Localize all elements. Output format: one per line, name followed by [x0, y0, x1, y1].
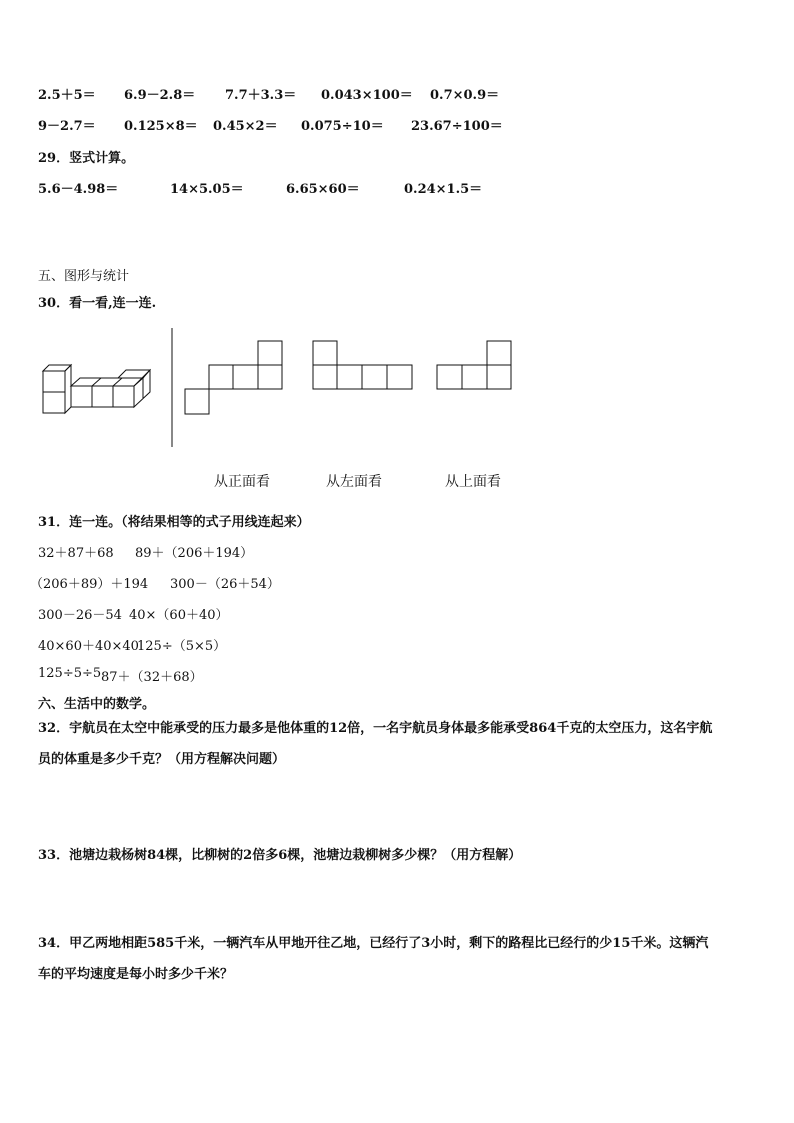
q31-title: 31．连一连。（将结果相等的式子用线连起来）: [38, 515, 310, 530]
front-view-figure: [185, 341, 282, 414]
q33-text: 33．池塘边栽杨树84棵，比柳树的2倍多6棵，池塘边栽柳树多少棵？（用方程解）: [38, 848, 522, 863]
expr: 6.9－2.8＝: [124, 88, 196, 103]
top-view-figure: [437, 341, 511, 389]
left-expr: 32＋87＋68: [38, 546, 114, 561]
right-expr: 300－（26＋54）: [170, 577, 280, 592]
label-left-view: 从左面看: [326, 474, 382, 490]
expr: 0.075÷10＝: [301, 119, 384, 134]
expr: 0.043×100＝: [321, 88, 413, 103]
right-expr: 87＋（32＋68）: [101, 670, 203, 685]
q32-line-1: 32．宇航员在太空中能承受的压力最多是他体重的12倍，一名宇航员身体最多能承受864千克的太空压力，这名宇航: [38, 721, 713, 736]
label-front-view: 从正面看: [214, 474, 270, 490]
left-expr: 125÷5÷5: [38, 666, 102, 681]
expr: 14×5.05＝: [170, 182, 244, 197]
expr: 7.7＋3.3＝: [225, 88, 297, 103]
expr: 2.5＋5＝: [38, 88, 96, 103]
expr: 6.65×60＝: [286, 182, 360, 197]
left-view-figure: [313, 341, 412, 389]
expr: 9－2.7＝: [38, 119, 96, 134]
q30-title: 30．看一看,连一连.: [38, 296, 157, 311]
section-5-heading: 五、图形与统计: [38, 269, 130, 284]
q29-title: 29．竖式计算。: [38, 151, 135, 166]
expr: 0.45×2＝: [213, 119, 278, 134]
left-expr: 40×60＋40×40: [38, 639, 139, 654]
right-expr: 89＋（206＋194）: [135, 546, 254, 561]
left-expr: 300－26－54: [38, 608, 122, 623]
q34-line-1: 34．甲乙两地相距585千米，一辆汽车从甲地开往乙地，已经行了3小时，剩下的路程比已经行的少15千米。这辆汽: [38, 936, 709, 951]
q32-text: [38, 713, 758, 775]
label-top-view: 从上面看: [445, 474, 501, 490]
section-6-heading: 六、生活中的数学。: [38, 697, 156, 712]
expr: 23.67÷100＝: [411, 119, 503, 134]
q32-line-2: 员的体重是多少千克？（用方程解决问题）: [38, 752, 286, 767]
expr: 5.6－4.98＝: [38, 182, 119, 197]
cube-3d-figure: [43, 365, 150, 413]
right-expr: 125÷（5×5）: [137, 639, 227, 654]
right-expr: 40×（60＋40）: [129, 608, 229, 623]
expr: 0.7×0.9＝: [430, 88, 500, 103]
expr: 0.24×1.5＝: [404, 182, 483, 197]
q34-line-2: 车的平均速度是每小时多少千米？: [38, 967, 234, 982]
left-expr: （206＋89）＋194: [30, 577, 149, 592]
q34-text: [38, 928, 758, 990]
expr: 0.125×8＝: [124, 119, 198, 134]
